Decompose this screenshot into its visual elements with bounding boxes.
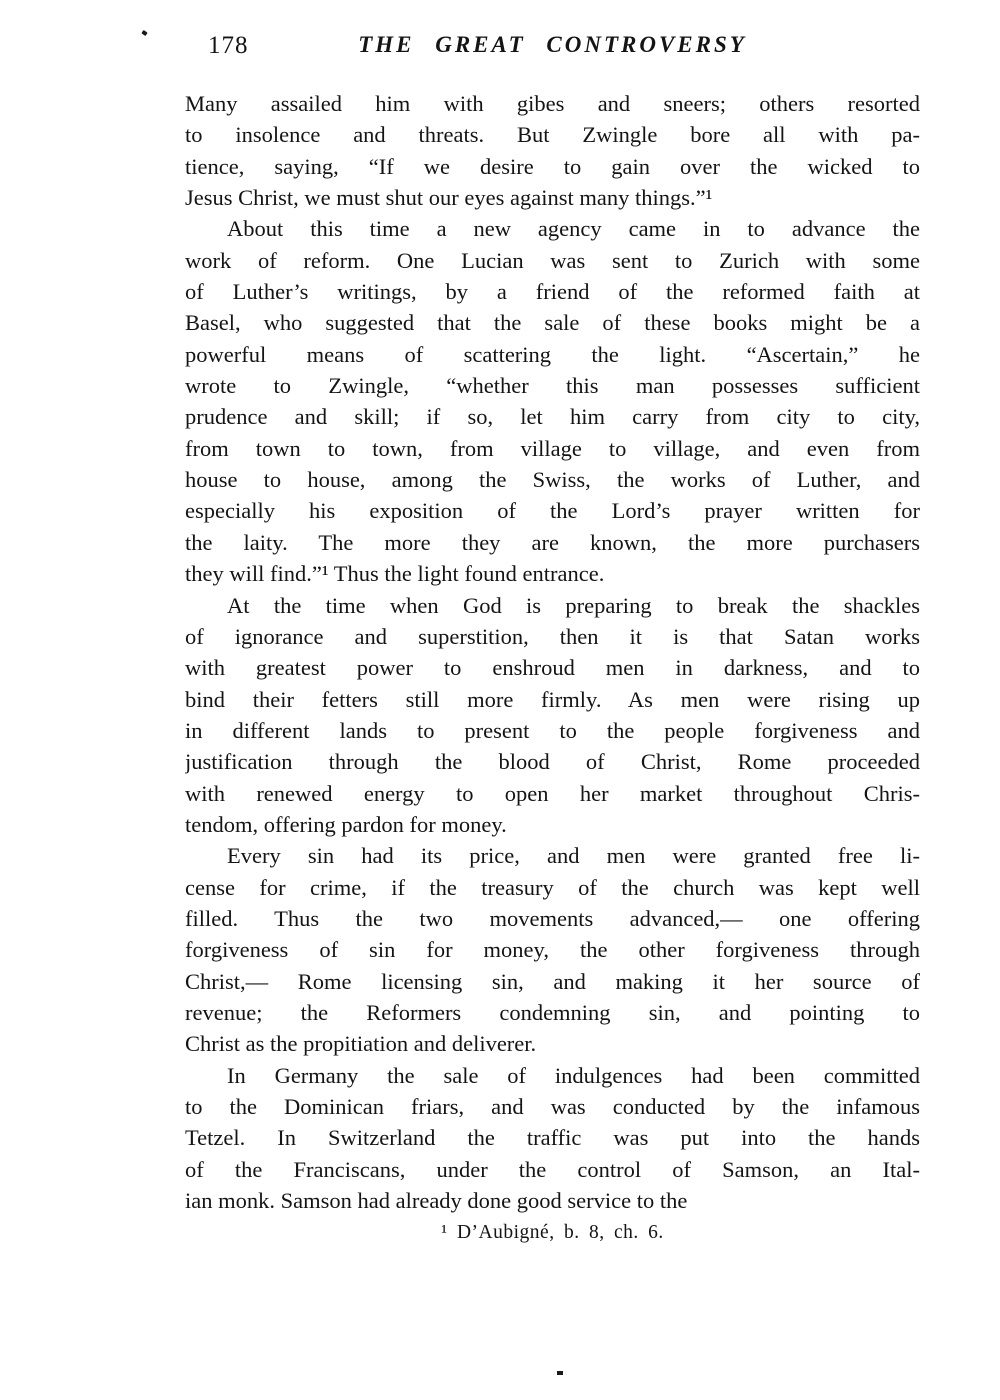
footnote: ¹ D’Aubigné, b. 8, ch. 6.: [441, 1222, 664, 1243]
text-line: with greatest power to enshroud men in darkness, and to: [185, 655, 920, 681]
text-line: prudence and skill; if so, let him carry from city to city,: [185, 404, 920, 430]
text-line: house to house, among the Swiss, the works of Luther, and: [185, 467, 920, 493]
scan-speck: [557, 1371, 563, 1375]
text-line: In Germany the sale of indulgences had been committed: [227, 1062, 920, 1088]
scan-speck: [141, 30, 147, 36]
text-line: About this time a new agency came in to advance the: [227, 216, 920, 242]
text-line: of ignorance and superstition, then it is that Satan works: [185, 623, 920, 649]
text-line: of Luther’s writings, by a friend of the reformed faith at: [185, 279, 920, 305]
text-line: the laity. The more they are known, the more purchasers: [185, 529, 920, 555]
text-line: At the time when God is preparing to break the shackles: [227, 592, 920, 618]
text-line: from town to town, from village to village, and even from: [185, 435, 920, 461]
text-line: Christ,— Rome licensing sin, and making it her source of: [185, 968, 920, 994]
page-header: [185, 30, 920, 64]
text-line: forgiveness of sin for money, the other forgiveness through: [185, 937, 920, 963]
text-line: of the Franciscans, under the control of Samson, an Ital-: [185, 1156, 920, 1182]
text-line: Christ as the propitiation and deliverer.: [185, 1031, 537, 1057]
text-line: tendom, offering pardon for money.: [185, 811, 507, 837]
text-line: especially his exposition of the Lord’s prayer written for: [185, 498, 920, 524]
text-line: Every sin had its price, and men were granted free li-: [227, 843, 920, 869]
text-line: filled. Thus the two movements advanced,— one offering: [185, 905, 920, 931]
text-line: Many assailed him with gibes and sneers; others resorted: [185, 91, 920, 116]
text-line: justification through the blood of Christ, Rome proceeded: [185, 749, 920, 775]
text-line: work of reform. One Lucian was sent to Zurich with some: [185, 247, 920, 273]
text-line: to the Dominican friars, and was conducted by the infamous: [185, 1094, 920, 1119]
text-line: cense for crime, if the treasury of the church was kept well: [185, 874, 920, 900]
text-line: bind their fetters still more firmly. As men were rising up: [185, 686, 920, 712]
text-line: tience, saying, “If we desire to gain over the wicked to: [185, 153, 920, 179]
body-text: [185, 88, 920, 1216]
text-line: wrote to Zwingle, “whether this man possesses sufficient: [185, 373, 920, 399]
text-line: revenue; the Reformers condemning sin, and pointing to: [185, 999, 920, 1025]
text-line: with renewed energy to open her market throughout Chris-: [185, 780, 920, 806]
text-line: to insolence and threats. But Zwingle bore all with pa-: [185, 122, 920, 148]
text-line: Tetzel. In Switzerland the traffic was put into the hands: [185, 1125, 920, 1151]
page-number: 178: [208, 32, 249, 59]
running-title: THE GREAT CONTROVERSY: [358, 32, 747, 57]
text-line: in different lands to present to the people forgiveness and: [185, 717, 920, 743]
text-line: they will find.”¹ Thus the light found entrance.: [185, 561, 605, 587]
text-line: Jesus Christ, we must shut our eyes against many things.”¹: [185, 185, 713, 211]
text-line: ian monk. Samson had already done good service to the: [185, 1188, 688, 1214]
text-line: powerful means of scattering the light. “Ascertain,” he: [185, 341, 920, 367]
text-line: Basel, who suggested that the sale of these books might be a: [185, 310, 920, 336]
